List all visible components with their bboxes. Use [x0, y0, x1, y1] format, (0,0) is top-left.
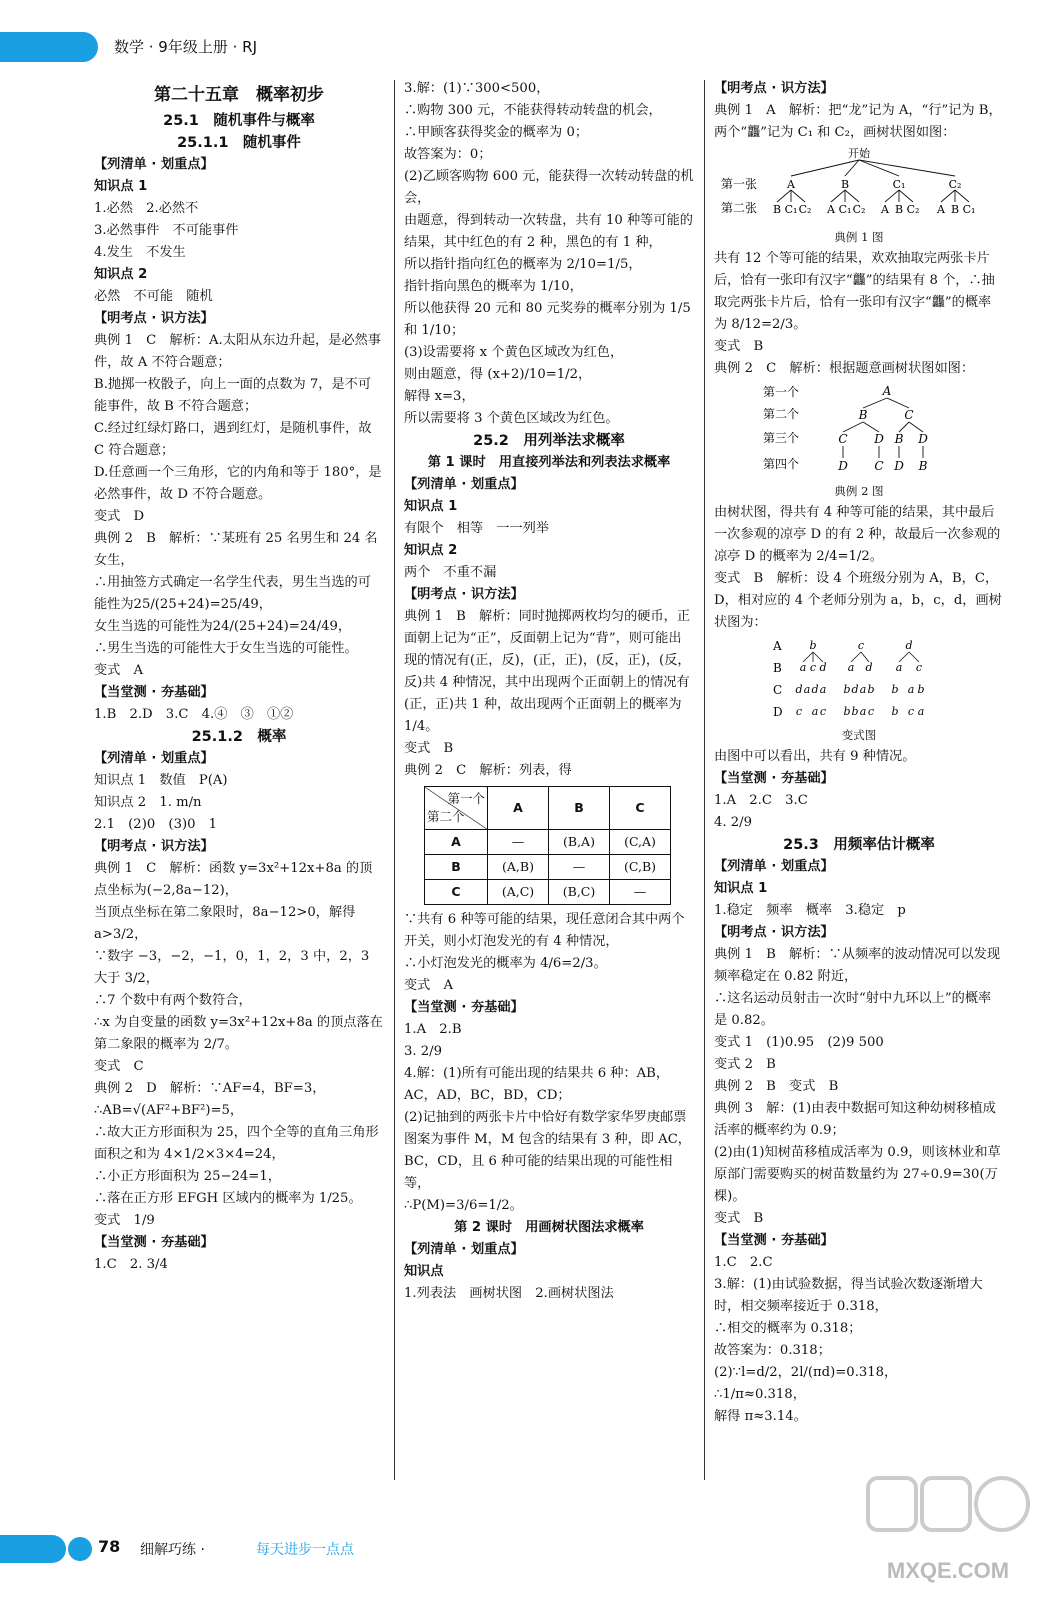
- answer-line: ∴购物 300 元，不能获得转动转盘的机会，: [404, 103, 662, 118]
- tree-edges: [777, 160, 969, 202]
- answer-line: 典例 1 A 解析：把“龙”记为 A，“行”记为 B，两个“龘”记为 C₁ 和 C₂，画树状图如图：: [714, 103, 1002, 140]
- svg-text:b: b: [843, 683, 851, 696]
- answer-line: (3)设需要将 x 个黄色区域改为红色，: [404, 345, 624, 360]
- column-2: [404, 78, 694, 1305]
- svg-text:a: a: [799, 661, 807, 674]
- tree-row-label: B: [773, 661, 782, 675]
- tag-heading: 【当堂测 · 夯基础】: [94, 1235, 214, 1250]
- table-header: C: [610, 787, 671, 830]
- tree-row-label: A: [773, 639, 782, 653]
- tree-diagram-2: [759, 382, 959, 478]
- answer-line: 两个 不重不漏: [404, 565, 497, 580]
- answer-line: 变式 C: [94, 1059, 144, 1074]
- svg-text:a: a: [917, 705, 925, 718]
- answer-line: 典例 2 B 解析：∵某班有 25 名男生和 24 名女生，: [94, 531, 378, 568]
- header-accent-bar: [0, 32, 98, 62]
- answer-line: 4. 2/9: [714, 815, 752, 830]
- table-row: [425, 880, 671, 905]
- subsection-title: 25.1.2 概率: [191, 729, 287, 745]
- section-title: 25.1 随机事件与概率: [163, 113, 315, 129]
- table-cell: (B,A): [549, 830, 610, 855]
- answer-line: 3.解：(1)由试验数据，得当试验次数逐渐增大时，相交频率接近于 0.318，: [714, 1277, 983, 1314]
- section-title: 25.2 用列举法求概率: [473, 433, 625, 449]
- table-cell: B: [425, 855, 488, 880]
- answer-line: ∴小正方形面积为 25−24=1，: [94, 1169, 281, 1184]
- table-header: A: [488, 787, 549, 830]
- answer-line: 由图中可以看出，共有 9 种情况。: [714, 749, 916, 764]
- tree-row-label: 第一张: [721, 177, 758, 191]
- svg-text:B: B: [918, 459, 928, 473]
- answer-line: 变式 A: [404, 978, 454, 993]
- answer-line: ∵共有 6 种等可能的结果，现任意闭合其中两个开关，则小灯泡发光的有 4 种情况，: [404, 912, 685, 949]
- tree-node: B: [772, 203, 782, 216]
- answer-line: 4.解：(1)所有可能出现的结果共 6 种：AB，AC，AD，BC，BD，CD；: [404, 1066, 670, 1103]
- answer-line: 解得 x=3，: [404, 389, 475, 404]
- tree-node: B: [950, 203, 960, 216]
- tag-heading: 【当堂测 · 夯基础】: [714, 771, 834, 786]
- answer-line: ∴这名运动员射击一次时“射中九环以上”的概率是 0.82。: [714, 991, 992, 1028]
- answer-line: 变式 2 B: [714, 1057, 776, 1072]
- answer-line: 女生当选的可能性为24/(25+24)=24/49，: [94, 619, 352, 634]
- answer-line: 变式 1/9: [94, 1213, 155, 1228]
- tree-row-label: 第一个: [763, 385, 800, 399]
- answer-line: C.经过红绿灯路口，遇到红灯，是随机事件，故 C 符合题意；: [94, 421, 372, 458]
- svg-text:d: d: [811, 683, 819, 696]
- tree-node: C₁: [838, 203, 852, 216]
- tree-node: C₂: [906, 203, 920, 216]
- tree-node: B: [894, 203, 904, 216]
- answer-line: ∴甲顾客获得奖金的概率为 0；: [404, 125, 589, 140]
- answer-line: 变式 A: [94, 663, 144, 678]
- svg-text:c: c: [915, 661, 923, 674]
- answer-line: ∴7 个数中有两个数符合，: [94, 993, 252, 1008]
- answer-line: 当顶点坐标在第二象限时，8a−12>0，解得 a>3/2，: [94, 905, 356, 942]
- tag-heading: 【明考点 · 识方法】: [714, 925, 834, 940]
- answer-line: ∴AB=√(AF²+BF²)=5，: [94, 1103, 244, 1118]
- tag-heading: 【明考点 · 识方法】: [404, 587, 524, 602]
- page-number: 78: [98, 1537, 121, 1556]
- answer-line: 1.列表法 画树状图 2.画树状图法: [404, 1286, 614, 1301]
- svg-text:c: c: [907, 705, 915, 718]
- table-header: B: [549, 787, 610, 830]
- svg-text:b: b: [809, 639, 817, 652]
- answer-line: 故答案为：0；: [404, 147, 492, 162]
- header-title: 数学 · 9年级上册 · RJ: [114, 38, 257, 56]
- footer-brand: 细解巧练 ·: [140, 1542, 205, 1558]
- answer-line: 3.必然事件 不可能事件: [94, 223, 239, 238]
- table-cell: —: [610, 880, 671, 905]
- tag-heading: 【当堂测 · 夯基础】: [404, 1000, 524, 1015]
- footer-slogan: 每天进步一点点: [256, 1542, 354, 1558]
- answer-line: ∴x 为自变量的函数 y=3x²+12x+8a 的顶点落在第二象限的概率为 2/7。: [94, 1015, 383, 1052]
- svg-text:b: b: [867, 683, 875, 696]
- svg-text:a: a: [847, 661, 855, 674]
- answer-line: 1.A 2.C 3.C: [714, 793, 808, 808]
- answer-line: 典例 2 D 解析：∵AF=4，BF=3，: [94, 1081, 326, 1096]
- svg-text:a: a: [811, 705, 819, 718]
- svg-text:d: d: [819, 661, 827, 674]
- table-left-label: 第二个: [427, 809, 465, 824]
- tag-heading: 【明考点 · 识方法】: [714, 81, 834, 96]
- svg-text:d: d: [851, 683, 859, 696]
- answer-line: ∵数字 −3，−2，−1，0，1，2，3 中，2，3 大于 3/2，: [94, 949, 370, 986]
- svg-text:b: b: [917, 683, 925, 696]
- answer-line: 典例 1 B 解析：∵从频率的波动情况可以发现频率稳定在 0.82 附近，: [714, 947, 1001, 984]
- outcome-table: [424, 786, 671, 905]
- lesson-title: 第 2 课时 用画树状图法求概率: [454, 1220, 644, 1235]
- knowledge-point: 知识点 1: [404, 499, 458, 514]
- watermark-logo: [860, 1470, 1035, 1590]
- answer-line: 由题意，得到转动一次转盘，共有 10 种等可能的结果，其中红色的有 2 种，黑色的有 1 种，: [404, 213, 693, 250]
- svg-text:D: D: [894, 459, 904, 473]
- answer-line: B.抛掷一枚骰子，向上一面的点数为 7，是不可能事件，故 B 不符合题意；: [94, 377, 372, 414]
- answer-line: ∴故大正方形面积为 25，四个全等的直角三角形面积之和为 4×1/2×3×4=24，: [94, 1125, 379, 1162]
- column-divider: [394, 80, 395, 1480]
- table-cell: —: [488, 830, 549, 855]
- knowledge-point: 知识点 1: [714, 881, 768, 896]
- answer-line: D.任意画一个三角形，它的内角和等于 180°，是必然事件，故 D 不符合题意。: [94, 465, 382, 502]
- tree-node: A: [827, 203, 835, 216]
- section-title: 25.3 用频率估计概率: [783, 837, 935, 853]
- answer-line: (2)记抽到的两张卡片中恰好有数学家华罗庚邮票图案为事件 M，M 包含的结果有 3 种，即 AC，BC，CD，且 6 种可能的结果出现的可能性相等，: [404, 1110, 691, 1191]
- table-cell: —: [549, 855, 610, 880]
- table-cell: (C,B): [610, 855, 671, 880]
- answer-line: 所以他获得 20 元和 80 元奖券的概率分别为 1/5 和 1/10；: [404, 301, 691, 338]
- tree-node: B: [840, 178, 850, 191]
- svg-text:d: d: [795, 683, 803, 696]
- tag-heading: 【列清单 · 划重点】: [94, 751, 214, 766]
- answer-line: ∴小灯泡发光的概率为 4/6=2/3。: [404, 956, 607, 971]
- answer-line: 变式 D: [94, 509, 145, 524]
- answer-line: 知识点 1 数值 P(A): [94, 773, 228, 788]
- svg-text:B: B: [858, 408, 868, 422]
- answer-line: 1.B 2.D 3.C 4.④ ③ ①②: [94, 707, 294, 722]
- svg-text:a: a: [907, 683, 915, 696]
- table-cell: (B,C): [549, 880, 610, 905]
- answer-line: 指针指向黑色的概率为 1/10，: [404, 279, 583, 294]
- tag-heading: 【当堂测 · 夯基础】: [714, 1233, 834, 1248]
- svg-text:b: b: [891, 705, 899, 718]
- chapter-title: 第二十五章 概率初步: [154, 85, 324, 105]
- answer-line: 典例 2 C 解析：列表，得: [404, 763, 572, 778]
- svg-text:c: c: [867, 705, 875, 718]
- answer-line: 典例 1 C 解析：函数 y=3x²+12x+8a 的顶点坐标为(−2,8a−12)，: [94, 861, 373, 898]
- answer-line: ∴落在正方形 EFGH 区域内的概率为 1/25。: [94, 1191, 362, 1206]
- answer-line: 所以需要将 3 个黄色区域改为红色。: [404, 411, 619, 426]
- knowledge-point: 知识点 2: [404, 543, 458, 558]
- answer-line: 3. 2/9: [404, 1044, 442, 1059]
- table-cell: (C,A): [610, 830, 671, 855]
- svg-text:B: B: [894, 432, 904, 446]
- answer-line: 变式 B: [404, 741, 454, 756]
- knowledge-point: 知识点: [404, 1264, 444, 1279]
- answer-line: 4.发生 不发生: [94, 245, 186, 260]
- lesson-title: 第 1 课时 用直接列举法和列表法求概率: [427, 455, 671, 470]
- footer-dot-icon: [68, 1537, 92, 1561]
- answer-line: 变式 B 解析：设 4 个班级分别为 A，B，C，D，相对应的 4 个老师分别为 a，b，c，d，画树状图为：: [714, 571, 1002, 630]
- answer-line: 有限个 相等 一一列举: [404, 521, 550, 536]
- answer-line: 典例 3 解：(1)由表中数据可知这种幼树移植成活率的概率约为 0.9；: [714, 1101, 996, 1138]
- tree-node: C₁: [784, 203, 798, 216]
- answer-line: 则由题意，得 (x+2)/10=1/2，: [404, 367, 592, 382]
- svg-text:D: D: [874, 432, 884, 446]
- svg-text:b: b: [891, 683, 899, 696]
- tag-heading: 【列清单 · 划重点】: [404, 1242, 524, 1257]
- answer-line: 所以指针指向红色的概率为 2/10=1/5，: [404, 257, 642, 272]
- tree-node: C₂: [948, 178, 962, 191]
- tree-node: C₁: [962, 203, 976, 216]
- tag-heading: 【列清单 · 划重点】: [404, 477, 524, 492]
- answer-line: 1.稳定 频率 概率 3.稳定 p: [714, 903, 906, 918]
- tree-node: C₂: [798, 203, 812, 216]
- tree-diagram-1: [719, 146, 999, 224]
- svg-text:d: d: [905, 639, 913, 652]
- answer-line: 1.C 2.C: [714, 1255, 773, 1270]
- table-corner-cell: [425, 787, 488, 830]
- knowledge-point: 知识点 1: [94, 179, 148, 194]
- answer-line: ∴相交的概率为 0.318；: [714, 1321, 862, 1336]
- svg-text:b: b: [851, 705, 859, 718]
- svg-text:a: a: [859, 705, 867, 718]
- tag-heading: 【当堂测 · 夯基础】: [94, 685, 214, 700]
- answer-line: 典例 2 B 变式 B: [714, 1079, 839, 1094]
- tree-node: C₁: [892, 178, 906, 191]
- tree-row-label: 第二个: [763, 407, 800, 421]
- tag-heading: 【明考点 · 识方法】: [94, 839, 214, 854]
- answer-line: 由树状图，得共有 4 种等可能的结果，其中最后一次参观的凉亭 D 的有 2 种，故最后一次参观的凉亭 D 的概率为 2/4=1/2。: [714, 505, 1001, 564]
- answer-line: 1.A 2.B: [404, 1022, 462, 1037]
- subsection-title: 25.1.1 随机事件: [177, 135, 301, 151]
- svg-text:d: d: [865, 661, 873, 674]
- answer-line: (2)∵l=d/2，2l/(πd)=0.318，: [714, 1365, 898, 1380]
- svg-text:c: c: [819, 705, 827, 718]
- watermark-text: MXQE.COM: [886, 1558, 1010, 1583]
- tag-heading: 【明考点 · 识方法】: [94, 311, 214, 326]
- answer-line: 1.C 2. 3/4: [94, 1257, 168, 1272]
- tree-row-label: C: [773, 683, 783, 697]
- svg-text:c: c: [809, 661, 817, 674]
- svg-text:c: c: [795, 705, 803, 718]
- svg-text:C: C: [874, 459, 884, 473]
- answer-line: 典例 2 C 解析：根据题意画树状图如图：: [714, 361, 975, 376]
- svg-text:C: C: [838, 432, 848, 446]
- column-divider: [704, 80, 705, 1480]
- answer-line: 2.1 (2)0 (3)0 1: [94, 817, 218, 832]
- tree-node: A: [787, 178, 795, 191]
- answer-line: 1.必然 2.必然不: [94, 201, 199, 216]
- svg-text:a: a: [859, 683, 867, 696]
- answer-line: 知识点 2 1. m/n: [94, 795, 202, 810]
- table-row: [425, 830, 671, 855]
- tree-row-label: 第四个: [763, 457, 800, 471]
- answer-line: 典例 1 C 解析：A.太阳从东边升起，是必然事件，故 A 不符合题意；: [94, 333, 381, 370]
- svg-text:A: A: [882, 384, 892, 398]
- table-top-label: 第一个: [447, 791, 485, 806]
- tree-node: A: [881, 203, 889, 216]
- tree-row-label: 第二张: [721, 201, 758, 215]
- knowledge-point: 知识点 2: [94, 267, 148, 282]
- answer-line: 必然 不可能 随机: [94, 289, 213, 304]
- answer-line: ∴男生当选的可能性大于女生当选的可能性。: [94, 641, 358, 656]
- answer-line: (2)由(1)知树苗移植成活率为 0.9，则该林业和草原部门需要购买的树苗数量约为 27÷0.9=30(万棵)。: [714, 1145, 1001, 1204]
- answer-line: 3.解：(1)∵300<500，: [404, 81, 550, 96]
- answer-line: 典例 1 B 解析：同时抛掷两枚均匀的硬币，正面朝上记为“正”，反面朝上记为“背”，则可能出现的情况有(正，反)，(正，正)，(反，正)，(反，反)共 4 种情况，其中出现两个正面朝上的情况有(正，正)共 1 种，故出现两个正面朝上的概率为 1/4。: [404, 609, 691, 734]
- svg-text:a: a: [819, 683, 827, 696]
- svg-text:a: a: [803, 683, 811, 696]
- svg-text:a: a: [895, 661, 903, 674]
- answer-line: ∴P(M)=3/6=1/2。: [404, 1198, 523, 1213]
- table-cell: (A,B): [488, 855, 549, 880]
- answer-line: 变式 B: [714, 1211, 764, 1226]
- answer-line: 变式 1 (1)0.95 (2)9 500: [714, 1035, 884, 1050]
- svg-text:D: D: [918, 432, 928, 446]
- tag-heading: 【列清单 · 划重点】: [94, 157, 214, 172]
- svg-text:D: D: [838, 459, 848, 473]
- answer-line: 解得 π≈3.14。: [714, 1409, 807, 1424]
- table-row: [425, 855, 671, 880]
- table-cell: (A,C): [488, 880, 549, 905]
- tree-node: C₂: [852, 203, 866, 216]
- answer-line: ∴1/π≈0.318，: [714, 1387, 806, 1402]
- tree-root-label: 开始: [848, 147, 870, 160]
- answer-line: 故答案为：0.318；: [714, 1343, 831, 1358]
- column-1: [94, 78, 384, 1276]
- tree-node: A: [937, 203, 945, 216]
- table-cell: C: [425, 880, 488, 905]
- answer-line: ∴用抽签方式确定一名学生代表，男生当选的可能性为25/(25+24)=25/49，: [94, 575, 371, 612]
- answer-line: (2)乙顾客购物 600 元，能获得一次转动转盘的机会，: [404, 169, 694, 206]
- figure-caption: 典例 1 图: [834, 230, 884, 244]
- tag-heading: 【列清单 · 划重点】: [714, 859, 834, 874]
- tree-row-label: D: [773, 705, 783, 719]
- svg-text:b: b: [843, 705, 851, 718]
- answer-line: 共有 12 个等可能的结果，欢欢抽取完两张卡片后，恰有一张印有汉字“龘”的结果有 8 个，∴抽取完两张卡片后，恰有一张印有汉字“龘”的概率为 8/12=2/3。: [714, 251, 995, 332]
- table-cell: A: [425, 830, 488, 855]
- svg-text:C: C: [904, 408, 914, 422]
- svg-text:c: c: [857, 639, 865, 652]
- tree-diagram-3: [769, 636, 949, 722]
- figure-caption: 典例 2 图: [834, 484, 884, 498]
- footer-accent-bar: [0, 1535, 66, 1563]
- figure-caption: 变式图: [841, 728, 877, 742]
- tree-row-label: 第三个: [763, 431, 800, 445]
- column-3: [714, 78, 1004, 1428]
- answer-line: 变式 B: [714, 339, 764, 354]
